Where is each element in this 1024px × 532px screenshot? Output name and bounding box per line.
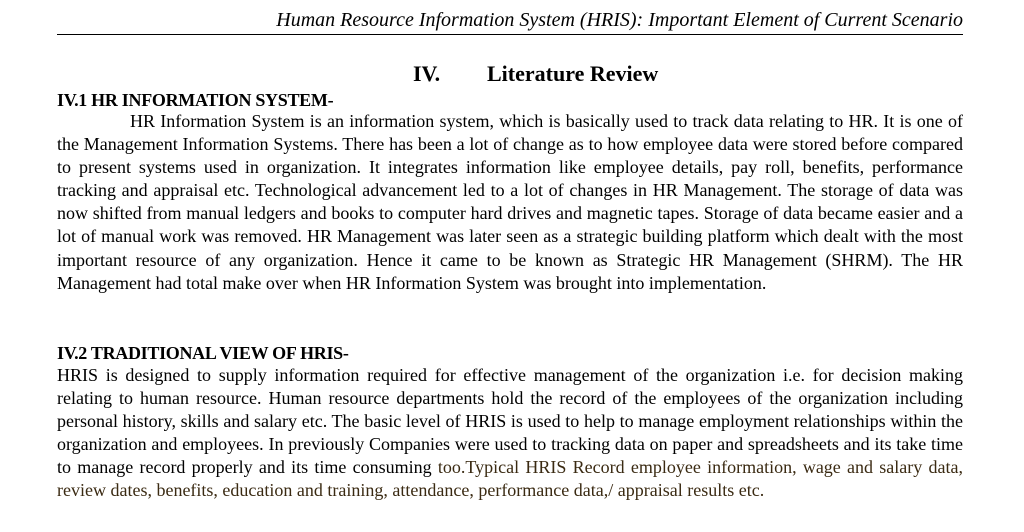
- document-page: [57, 0, 963, 532]
- paragraph-traditional-view-main: HRIS is designed to supply information required for effective management of the organization i.e. for decision making relating to human resource. Human resource departments hold the record of the employees of the organization including personal history, skills and salary etc. The basic level of HRIS is used to help to manage employment relationships within the organization and employees. In previously Companies were used to tracking data on paper and spreadsheets and its take time to manage record properly and its time consuming: [57, 365, 963, 478]
- subsection-heading-hr-information-system: IV.1 HR INFORMATION SYSTEM-: [57, 90, 334, 110]
- section-number: IV.: [413, 61, 441, 86]
- section-title: Literature Review: [487, 61, 659, 86]
- paragraph-traditional-view: [57, 364, 963, 503]
- paragraph-traditional-view-tail: too.Typical HRIS Record employee information, wage and salary data, review dates, benefits, education and training, attendance, performance data,/ appraisal results etc.: [57, 457, 963, 501]
- section-heading: [413, 60, 658, 88]
- running-header: Human Resource Information System (HRIS): Important Element of Current Scenario: [276, 9, 963, 31]
- subsection-heading-traditional-view: IV.2 TRADITIONAL VIEW OF HRIS-: [57, 343, 349, 363]
- header-rule: [57, 34, 963, 35]
- paragraph-hr-information-system: HR Information System is an information system, which is basically used to track data relating to HR. It is one of the Management Information Systems. There has been a lot of change as to how employee data were stored before compared to present systems used in organization. It integrates information like employee details, pay roll, benefits, performance tracking and appraisal etc. Technological advancement led to a lot of changes in HR Management. The storage of data was now shifted from manual ledgers and books to computer hard drives and magnetic tapes. Storage of data became easier and a lot of manual work was removed. HR Management was later seen as a strategic building platform which dealt with the most important resource of any organization. Hence it came to be known as Strategic HR Management (SHRM). The HR Management had total make over when HR Information System was brought into implementation.: [57, 111, 963, 293]
